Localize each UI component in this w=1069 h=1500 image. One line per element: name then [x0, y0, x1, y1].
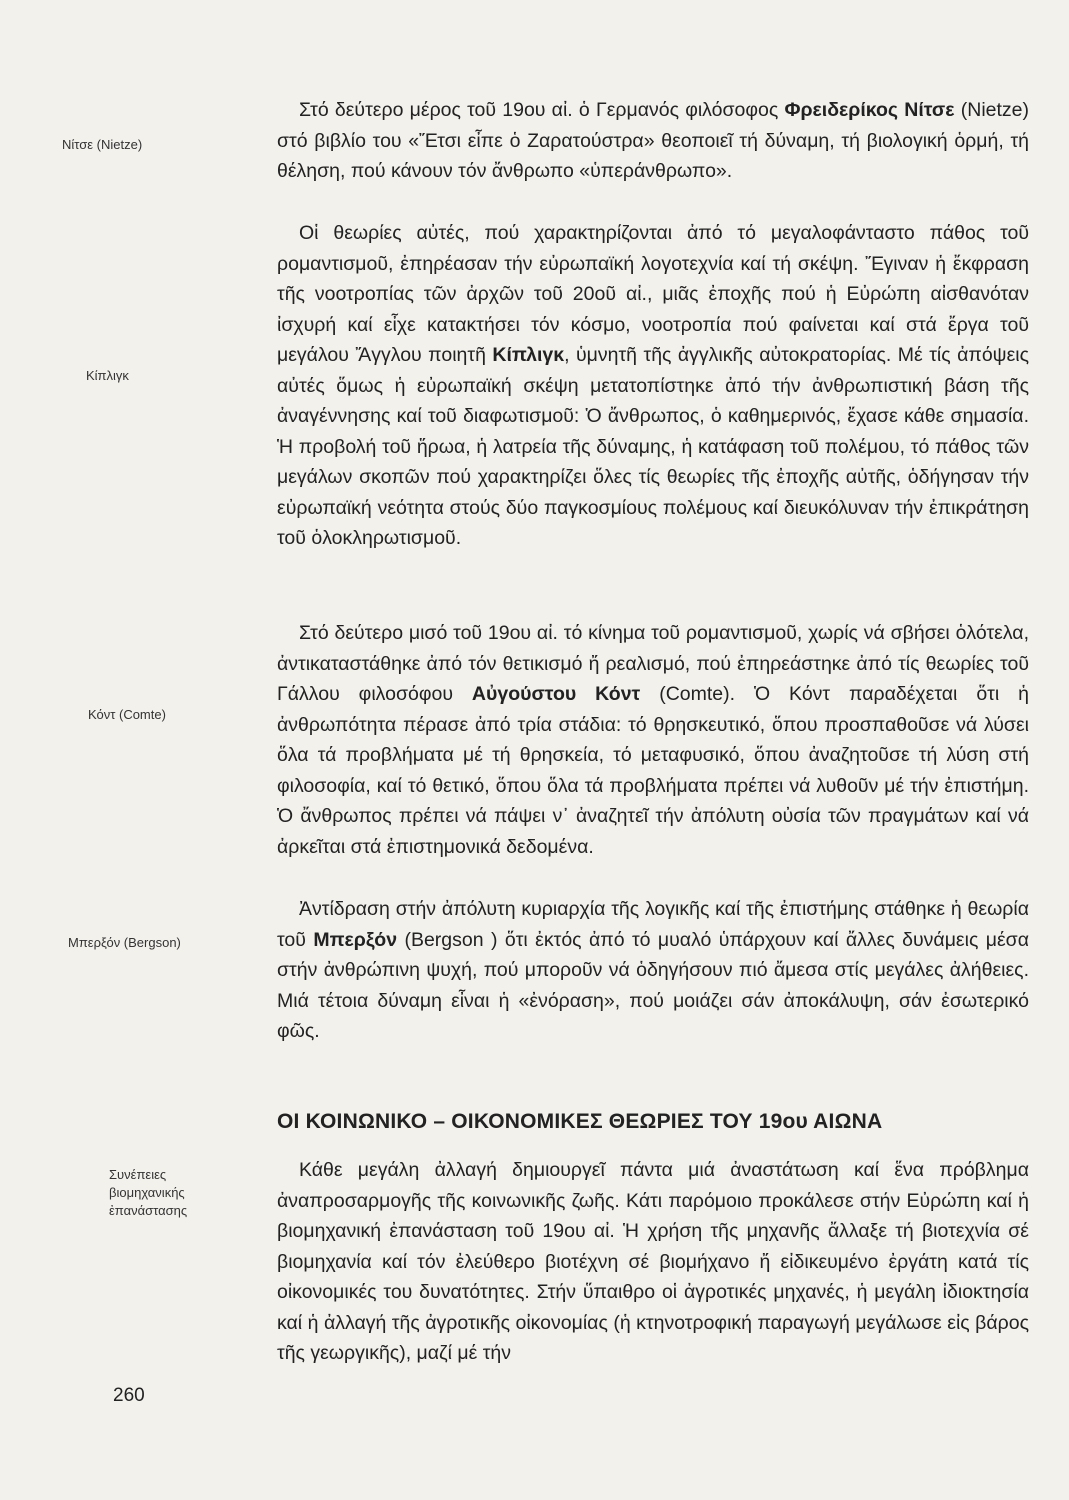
paragraph-text: Κάθε μεγάλη ἀλλαγή δημιουργεῖ πάντα μιά ἀναστάτωση καί ἕνα πρόβλημα ἀναπροσαρμογῆς τῆς κοινωνικῆς ζωῆς. Κάτι παρόμοιο προκάλεσε στήν Εὐρώπη καί ἡ βιομηχανική ἐπανάσταση τοῦ 19ου αἰ. Ἡ χρήση τῆς μηχανῆς ἄλλαξε τή βιοτεχνία σέ βιομηχανία καί τόν ἐλεύθερο βιοτέχνη σέ βιομήχανο ἤ εἰδικευμένο ἐργάτη κατά τίς οἰκονομικές του δυνατότητες. Στήν ὕπαιθρο οἱ ἀγροτικές μηχανές, ἡ μεγάλη ἰδιοκτησία καί ἡ ἀλλαγή τῆς ἀγροτικῆς οἰκονομίας (ἡ κτηνοτροφική παραγωγή μεγάλωσε εἰς βάρος τῆς γεωργικῆς), μαζί μέ τήν: [277, 1159, 1029, 1364]
paragraph-text: (Bergson ) ὅτι ἐκτός ἀπό τό μυαλό ὑπάρχουν καί ἄλλες δυνάμεις μέσα στήν ἀνθρώπινη ψυχή, πού μποροῦν νά ὁδηγήσουν πιό ἄμεσα στίς μεγάλες ἀλήθειες. Μιά τέτοια δύναμη εἶναι ἡ «ἐνόραση», πού μοιάζει σάν ἀποκάλυψη, σάν ἐσωτερικό φῶς.: [277, 928, 1029, 1042]
margin-note-comte: Κόντ (Comte): [88, 707, 166, 722]
paragraph-text: Ἀντίδραση στήν ἀπόλυτη κυριαρχία τῆς λογικῆς καί τῆς ἐπιστήμης στάθηκε ἡ θεωρία τοῦ: [277, 898, 1029, 951]
margin-note-line: ἐπανάστασης: [109, 1203, 188, 1218]
name-bold: Κίπλιγκ: [492, 344, 565, 366]
paragraph-text: (Comte). Ὁ Κόντ παραδέχεται ὅτι ἡ ἀνθρωπότητα πέρασε ἀπό τρία στάδια: τό θρησκευτικό, ὅπου προσπαθοῦσε νά λύσει ὅλα τά προβλήματα μέ τή θρησκεία, τό μεταφυσικό, ὅπου ἀναζητοῦσε τή λύση στή φιλοσοφία, καί τό θετικό, ὅπου ὅλα τά προβλήματα πρέπει νά λυθοῦν μέ τήν ἐπιστήμη. Ὁ ἄνθρωπος πρέπει νά πάψει ν᾽ ἀναζητεῖ τήν ἀπόλυτη οὐσία τῶν πραγμάτων καί νά ἀρκεῖται στά ἐπιστημονικά δεδομένα.: [277, 683, 1029, 858]
name-bold: Αὐγούστου Κόντ: [471, 683, 641, 705]
paragraph-bergson: [277, 894, 1029, 1047]
margin-note-line: Συνέπειες: [109, 1167, 167, 1182]
paragraph-text: Στό δεύτερο μισό τοῦ 19ου αἰ. τό κίνημα τοῦ ρομαντισμοῦ, χωρίς νά σβήσει ὁλότελα, ἀντικαταστάθηκε ἀπό τόν θετικισμό ἤ ρεαλισμό, πού ἐπηρεάστηκε ἀπό τίς θεωρίες τοῦ Γάλλου φιλοσόφου: [277, 622, 1029, 705]
margin-note-line: βιομηχανικής: [109, 1185, 185, 1200]
paragraph-theories-influence: [277, 218, 1029, 554]
paragraph-text: , ὑμνητῆ τῆς ἀγγλικῆς αὐτοκρατορίας. Μέ τίς ἀπόψεις αὐτές ὅμως ἡ εὐρωπαϊκή σκέψη μετατοπίστηκε ἀπό τήν ἀνθρωπιστική βάση τῆς ἀναγέννησης καί τοῦ διαφωτισμοῦ: Ὁ ἄνθρωπος, ὁ καθημερινός, ἔχασε κάθε σημασία. Ἡ προβολή τοῦ ἥρωα, ἡ λατρεία τῆς δύναμης, ἡ κατάφαση τοῦ πολέμου, τό πάθος τῶν μεγάλων σκοπῶν πού χαρακτηρίζει ὅλες τίς θεωρίες τῆς ἐποχῆς αὐτῆς, ὁδήγησαν τήν εὐρωπαϊκή νεότητα στούς δύο παγκοσμίους πολέμους καί διευκόλυναν τήν ἐπικράτηση τοῦ ὁλοκληρωτισμοῦ.: [277, 344, 1029, 549]
paragraph-text: Στό δεύτερο μέρος τοῦ 19ου αἰ. ὁ Γερμανός φιλόσοφος: [299, 99, 785, 121]
margin-note-bergson: Μπερξόν (Bergson): [68, 935, 181, 950]
paragraph-nietzsche: [277, 95, 1029, 187]
margin-note-nietzsche: Νίτσε (Nietze): [62, 137, 143, 152]
page-number: 260: [113, 1385, 145, 1406]
paragraph-industrial-revolution: [277, 1155, 1029, 1369]
name-bold: Φρειδερίκος Νίτσε: [784, 99, 955, 121]
section-heading: ΟΙ ΚΟΙΝΩΝΙΚΟ – ΟΙΚΟΝΟΜΙΚΕΣ ΘΕΩΡΙΕΣ ΤΟΥ 19ου ΑΙΩΝΑ: [277, 1110, 883, 1133]
paragraph-comte: [277, 618, 1029, 862]
paragraph-text: Οἱ θεωρίες αὐτές, πού χαρακτηρίζονται ἀπό τό μεγαλοφάνταστο πάθος τοῦ ρομαντισμοῦ, ἐπηρέασαν τήν εὐρωπαϊκή λογοτεχνία καί τή σκέψη. Ἔγιναν ἡ ἔκφραση τῆς νοοτροπίας τῶν ἀρχῶν τοῦ 20οῦ αἰ., μιᾶς ἐποχῆς πού ἡ Εὐρώπη αἰσθανόταν ἰσχυρή καί εἶχε κατακτήσει τόν κόσμο, νοοτροπία πού φαίνεται καί στά ἔργα τοῦ μεγάλου Ἄγγλου ποιητῆ: [277, 222, 1029, 366]
name-bold: Μπερξόν: [313, 928, 398, 951]
margin-note-kipling: Κίπλιγκ: [86, 368, 129, 383]
margin-note-consequences: [109, 1166, 187, 1220]
paragraph-text: (Nietze) στό βιβλίο του «Ἔτσι εἶπε ὁ Ζαρατούστρα» θεοποιεῖ τή δύναμη, τή βιολογική ὁρμή, τή θέληση, πού κάνουν τόν ἄνθρωπο «ὑπεράνθρωπο».: [277, 99, 1030, 182]
